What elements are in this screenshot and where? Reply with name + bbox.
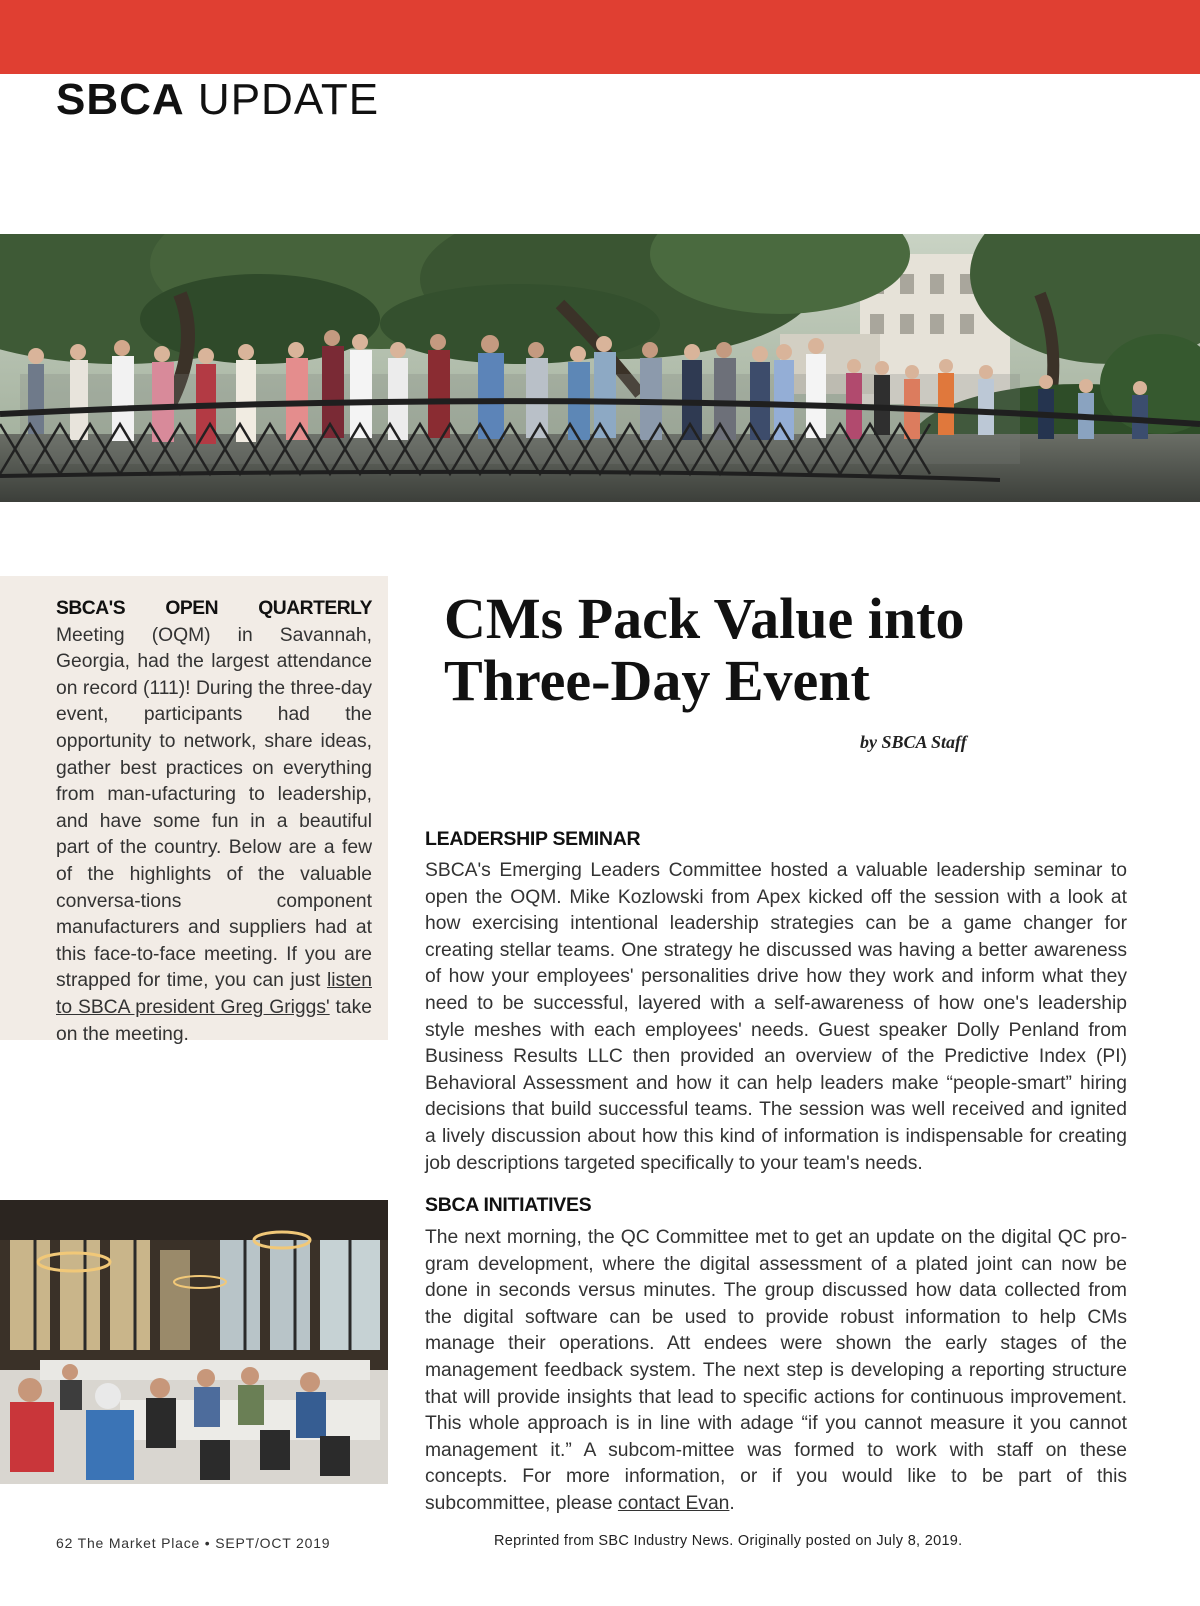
section-title-light: UPDATE: [197, 75, 380, 124]
initiatives-end: .: [729, 1492, 735, 1514]
section-title-bold: SBCA: [56, 75, 185, 124]
article-headline: [444, 588, 1064, 712]
sbca-initiatives-body: [425, 1225, 1127, 1518]
sbca-initiatives-heading: SBCA INITIATIVES: [425, 1194, 592, 1216]
page-info: 62 The Market Place • SEPT/OCT 2019: [56, 1535, 331, 1551]
initiatives-text: The next morning, the QC Committee met to get an update on the digital QC pro-gram development, where the digital assessment of a plated joint can now be done in seconds versus minutes. The group discussed how data collected from the digital software can be used to provide robust information to help CMs manage their operations. Att endees were shown the early stages of the management feedback system. The next step is developing a reporting structure that will provide insights that lead to specific actions for continuous improvement. This whole approach is in line with adage “if you cannot measure it you cannot management it.” A subcom-mittee was formed to work with staff on these concepts. For more information, or if you would like to be part of this subcommittee, please: [425, 1227, 1127, 1514]
headline-line-1: CMs Pack Value into: [444, 586, 965, 651]
leadership-seminar-body: SBCA's Emerging Leaders Committee hosted a valuable leadership seminar to open the OQM. Mike Kozlowski from Apex kicked off the session with a look at how exercising intentional leadership strategies can be a game changer for creating stellar teams. One strategy he discussed was having a better awareness of how your employees' personalities drive how they work and inform what they need to be successful, layered with a self-awareness of how one's leadership style meshes with each employees' needs. Guest speaker Dolly Penland from Business Results LLC then provided an overview of the Predictive Index (PI) Behavioral Assessment and how it can help leaders make “people-smart” hiring decisions that build successful teams. The session was well received and ignited a lively discussion about how this kind of information is indispensable for creating job descriptions targeted specifically to your team's needs.: [425, 860, 1127, 1174]
greg-griggs-link[interactable]: listen to SBCA president Greg Griggs': [56, 970, 372, 1018]
leadership-seminar-heading: LEADERSHIP SEMINAR: [425, 828, 641, 850]
headline-line-2: Three-Day Event: [444, 648, 870, 713]
sidebar-lead: SBCA'S OPEN QUARTERLY: [56, 598, 372, 619]
section-title: [56, 76, 379, 124]
sidebar-text-1: Meeting (OQM) in Savannah, Georgia, had the largest attendance on record (111)! During the three-day event, participants had the opportunity to network, share ideas, gather best practices on everything from man-ufacturing to leadership, and have some fun in a beautiful part of the country. Below are a few of the highlights of the valuable conversa-tions component manufacturers and suppliers had at this face-to-face meeting. If you are strapped for time, you can just: [56, 624, 372, 992]
sidebar-intro: [56, 596, 372, 1048]
sidebar-text-2: take on the meeting.: [56, 996, 372, 1045]
group-photo: [0, 234, 1200, 502]
reprint-note: Reprinted from SBC Industry News. Originally posted on July 8, 2019.: [494, 1533, 963, 1549]
byline: by SBCA Staff: [860, 732, 967, 752]
top-color-bar: [0, 0, 1200, 74]
contact-evan-link[interactable]: contact Evan: [617, 1492, 730, 1514]
meeting-room-photo: [0, 1200, 388, 1484]
